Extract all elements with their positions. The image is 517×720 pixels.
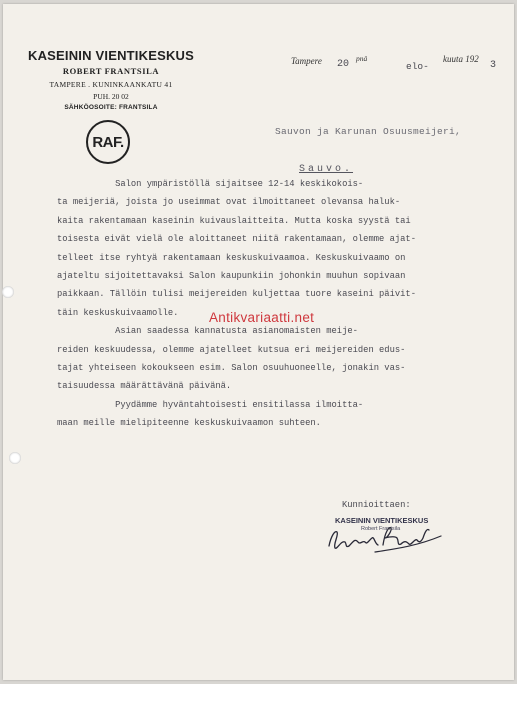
date-month-label: kuuta 192 — [443, 54, 479, 64]
body-line: toisesta eivät vielä ole aloittaneet niitä rakentamaan, olemme ajat- — [57, 234, 416, 245]
body-line: ta meijeriä, joista jo useimmat ovat ilmoittaneet olevansa haluk- — [57, 197, 401, 208]
body-line: paikkaan. Tällöin tulisi meijereiden kuljettaa tuore kaseini päivit- — [57, 289, 416, 300]
letter-sheet — [3, 4, 514, 680]
raf-logo — [86, 120, 130, 164]
body-line: ajateltu sijoitettavaksi Salon kaupunkiin johonkin muuhun sopivaan — [57, 271, 406, 282]
body-line: Asian saadessa kannatusta asianomaisten meije- — [57, 326, 358, 337]
watermark: Antikvariaatti.net — [209, 310, 315, 325]
date-day-label: pnä — [356, 54, 368, 63]
handwritten-signature — [325, 518, 445, 558]
body-line: tajat yhteiseen kokoukseen esim. Salon osuuhuoneelle, jonakin vas- — [57, 363, 406, 374]
body-line: Salon ympäristöllä sijaitsee 12-14 keskikokois- — [57, 179, 364, 189]
letterhead-phone: PUH. 20 02 — [93, 92, 129, 101]
date-month: elo- — [406, 61, 429, 72]
body-line: täin keskuskuivaamolle. — [57, 307, 179, 318]
letterhead-owner: ROBERT FRANTSILA — [62, 66, 160, 76]
stamp-company: KASEININ VIENTIKESKUS — [335, 516, 429, 525]
body-line: reiden keskuudessa, olemme ajatelleet kutsua eri meijereiden edus- — [57, 344, 406, 355]
punch-hole-bottom — [9, 452, 21, 464]
body-line: telleet itse ryhtyä rakentamaan keskuskuivaamoa. Keskuskuivaamo on — [57, 252, 406, 263]
letterhead-address: TAMPERE . KUNINKAANKATU 41 — [49, 80, 173, 89]
body-line: Pyydämme hyväntahtoisesti ensitilassa ilmoitta- — [57, 399, 364, 410]
body-line: taisuudessa määrättävänä päivänä. — [57, 381, 232, 392]
letterhead-company: KASEININ VIENTIKESKUS — [27, 48, 194, 63]
recipient-name: Sauvon ja Karunan Osuusmeijeri, — [275, 126, 462, 137]
closing-salutation: Kunnioittaen: — [342, 500, 411, 510]
recipient-city: Sauvo. — [299, 164, 354, 175]
raf-logo-text: RAF. — [92, 133, 124, 151]
date-year-digit: 3 — [490, 60, 497, 71]
date-place: Tampere — [291, 56, 322, 66]
body-line: kaita rakentamaan kaseinin kuivauslaitteita. Mutta koska syystä tai — [57, 215, 411, 226]
body-line: maan meille mielipiteenne keskuskuivaamon suhteen. — [57, 418, 321, 429]
punch-hole-top — [2, 286, 14, 298]
stamp-owner: Robert Frantsila — [361, 526, 401, 532]
scan-background — [0, 684, 517, 720]
letter-body — [57, 175, 477, 433]
letterhead-telegraph: SÄHKÖOSOITE: FRANTSILA — [64, 104, 158, 111]
date-day: 20 — [337, 59, 350, 70]
